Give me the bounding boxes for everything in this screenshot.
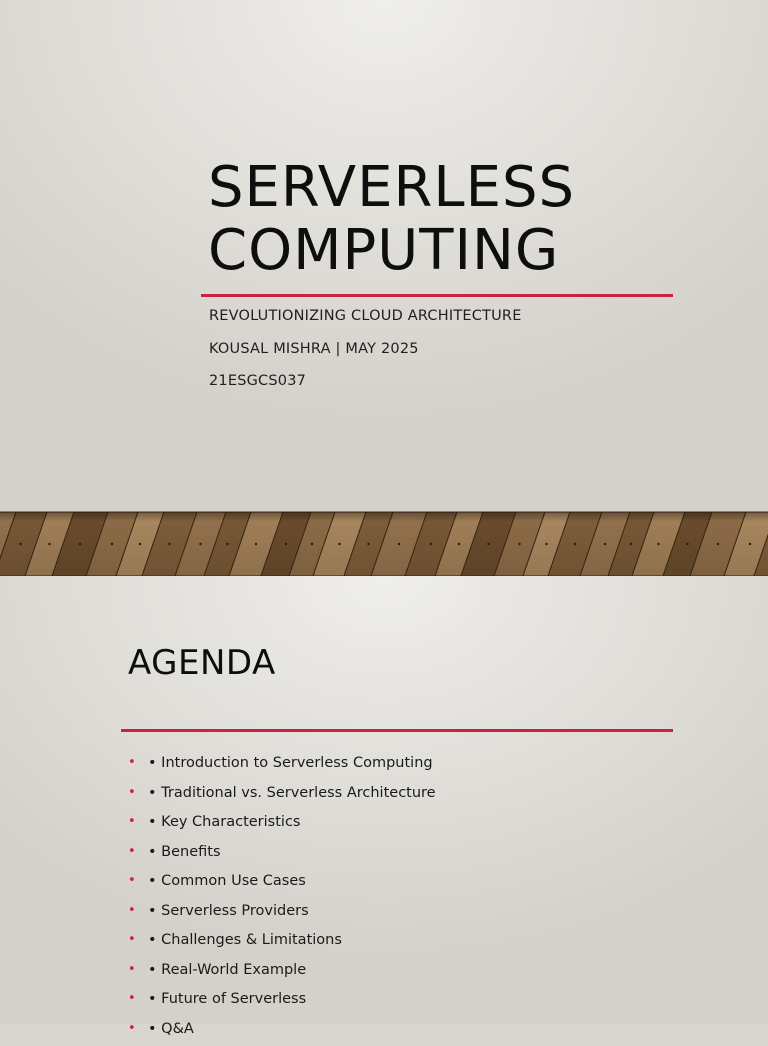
agenda-item-label: • Q&A — [148, 1021, 194, 1037]
bullet-icon: • — [128, 958, 136, 982]
agenda-item — [128, 899, 436, 929]
agenda-item-label: • Challenges & Limitations — [148, 932, 342, 948]
agenda-item — [128, 869, 436, 899]
agenda-item-label: • Future of Serverless — [148, 991, 306, 1007]
agenda-item — [128, 958, 436, 988]
bullet-icon: • — [128, 928, 136, 952]
agenda-slide — [0, 576, 768, 1024]
subtitle-id: 21ESGCS037 — [209, 372, 689, 390]
agenda-heading: AGENDA — [128, 642, 276, 684]
title-divider — [201, 294, 673, 297]
agenda-item-label: • Introduction to Serverless Computing — [148, 755, 433, 771]
agenda-item-label: • Benefits — [148, 844, 221, 860]
agenda-item — [128, 987, 436, 1017]
bullet-icon: • — [128, 810, 136, 834]
agenda-item-label: • Key Characteristics — [148, 814, 300, 830]
agenda-item — [128, 1017, 436, 1046]
subtitle-tagline: REVOLUTIONIZING CLOUD ARCHITECTURE — [209, 307, 689, 325]
slide-title: SERVERLESS COMPUTING — [208, 156, 728, 282]
bullet-icon: • — [128, 987, 136, 1011]
bullet-icon: • — [128, 781, 136, 805]
agenda-item — [128, 810, 436, 840]
agenda-item — [128, 751, 436, 781]
agenda-item — [128, 928, 436, 958]
bullet-icon: • — [128, 1017, 136, 1041]
bullet-icon: • — [128, 899, 136, 923]
subtitle-author-date: KOUSAL MISHRA | MAY 2025 — [209, 340, 689, 358]
agenda-item — [128, 840, 436, 870]
agenda-item — [128, 781, 436, 811]
bullet-icon: • — [128, 751, 136, 775]
agenda-item-label: • Real-World Example — [148, 962, 306, 978]
wood-floor-decoration — [0, 512, 768, 576]
subtitle-block — [209, 307, 689, 405]
bullet-icon: • — [128, 869, 136, 893]
agenda-item-label: • Traditional vs. Serverless Architecture — [148, 785, 436, 801]
agenda-item-label: • Common Use Cases — [148, 873, 306, 889]
agenda-item-label: • Serverless Providers — [148, 903, 309, 919]
agenda-list — [128, 751, 436, 1046]
bullet-icon: • — [128, 840, 136, 864]
agenda-divider — [121, 729, 673, 732]
